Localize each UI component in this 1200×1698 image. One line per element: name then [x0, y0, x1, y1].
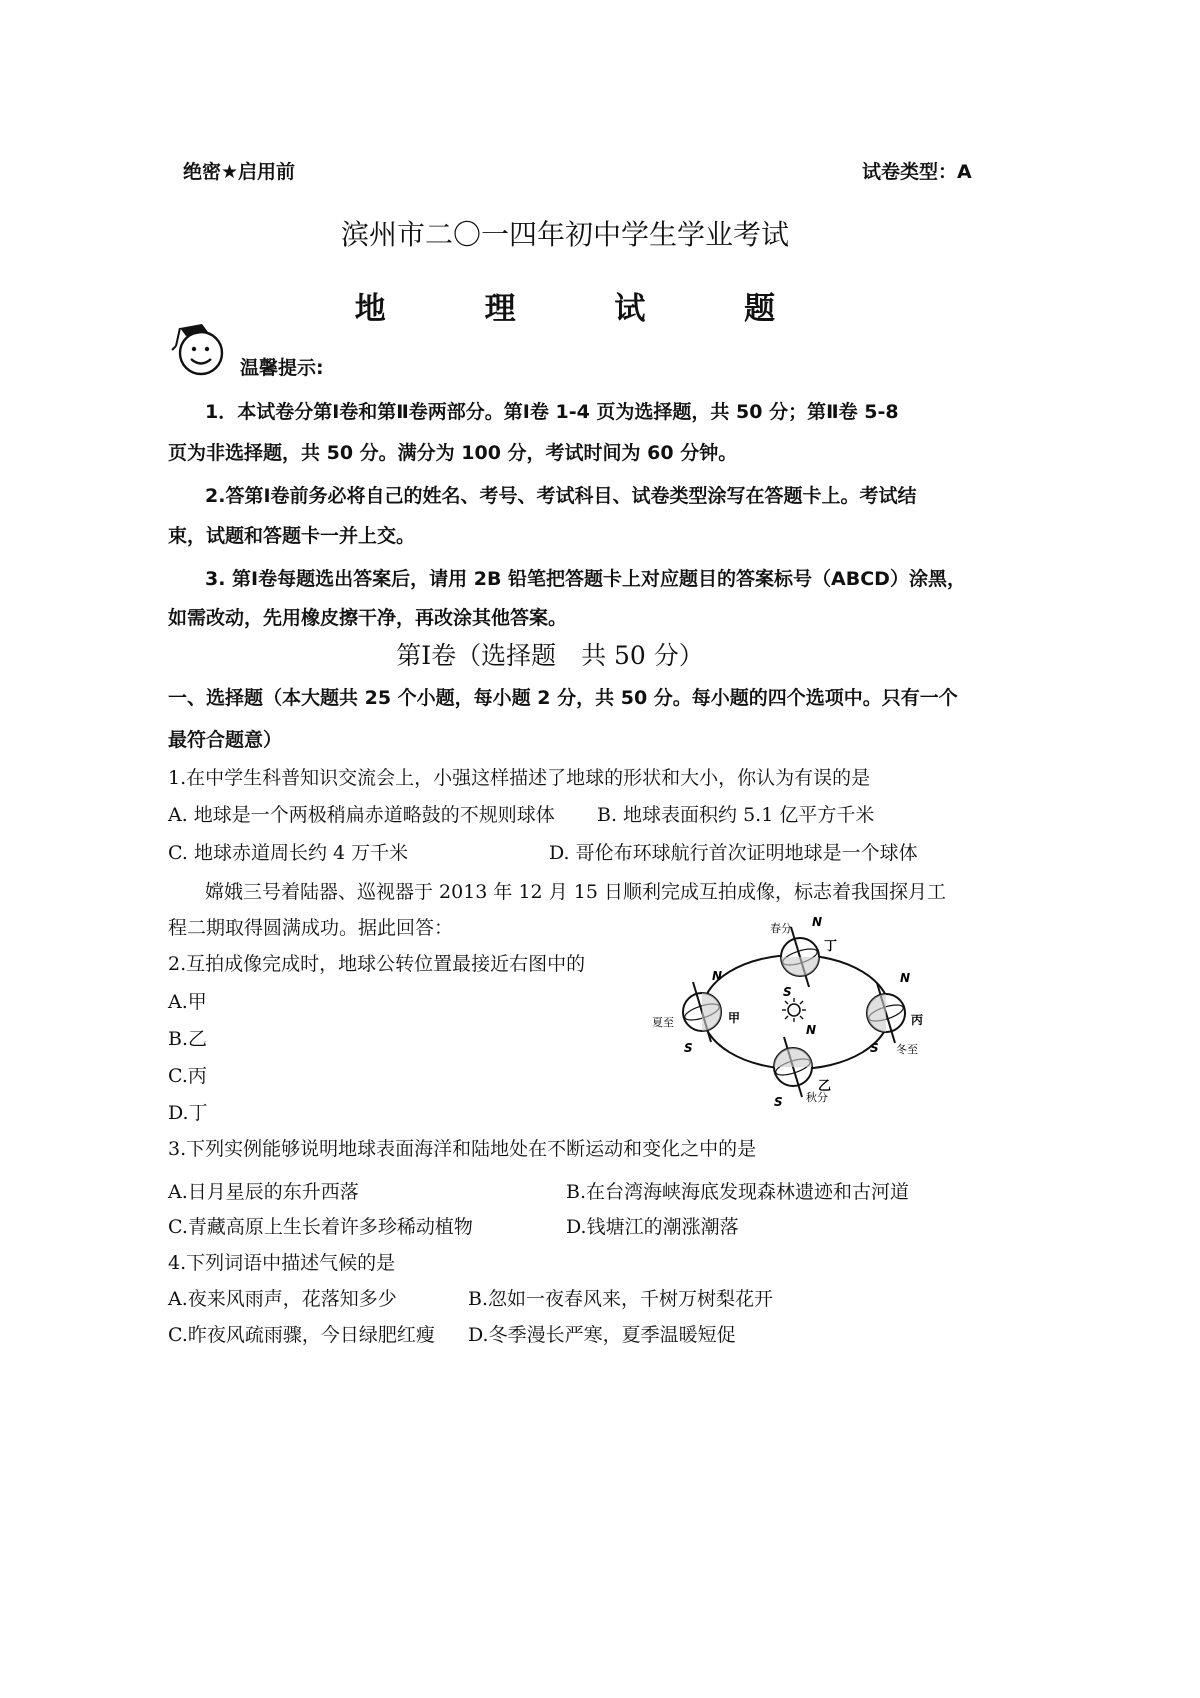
- q1-option-c: C. 地球赤道周长约 4 万千米: [168, 842, 409, 864]
- summer-south: S: [684, 1041, 693, 1055]
- globe-autumn: [774, 1037, 812, 1097]
- label-yi: 乙: [818, 1079, 832, 1094]
- passage-line-1: 嫦娥三号着陆器、巡视器于 2013 年 12 月 15 日顺利完成互拍成像，标志着我国探月工: [205, 881, 946, 903]
- tip-1-line-1: 1．本试卷分第Ⅰ卷和第Ⅱ卷两部分。第Ⅰ卷 1-4 页为选择题，共 50 分；第Ⅱ卷 5-8: [205, 401, 899, 423]
- q2-option-a: A.甲: [168, 991, 207, 1013]
- globe-winter: [867, 983, 905, 1043]
- label-spring: 春分: [770, 922, 792, 935]
- tip-2-line-2: 束，试题和答题卡一并上交。: [168, 525, 416, 547]
- earth-revolution-diagram: [648, 910, 938, 1110]
- spring-south: S: [783, 985, 792, 999]
- secret-label: 绝密★启用前: [183, 161, 296, 183]
- q1-stem: 1.在中学生科普知识交流会上，小强这样描述了地球的形状和大小，你认为有误的是: [168, 767, 871, 789]
- tip-1-line-2: 页为非选择题，共 50 分。满分为 100 分，考试时间为 60 分钟。: [168, 442, 738, 464]
- paper-type-label: 试卷类型：A: [862, 161, 972, 183]
- q3-stem: 3.下列实例能够说明地球表面海洋和陆地处在不断运动和变化之中的是: [168, 1138, 757, 1160]
- q2-option-c: C.丙: [168, 1065, 207, 1087]
- label-autumn: 秋分: [806, 1091, 828, 1104]
- q4-option-d: D.冬季漫长严寒，夏季温暖短促: [468, 1324, 736, 1346]
- q4-option-a: A.夜来风雨声，花落知多少: [168, 1288, 397, 1310]
- q2-option-b: B.乙: [168, 1028, 208, 1050]
- tips-heading: 温馨提示:: [240, 357, 324, 379]
- winter-north: N: [900, 971, 911, 985]
- part-one-line-2: 最符合题意）: [168, 729, 283, 751]
- q3-option-c: C.青藏高原上生长着许多珍稀动植物: [168, 1216, 473, 1238]
- autumn-north: N: [806, 1023, 817, 1037]
- label-ding: 丁: [824, 939, 838, 954]
- globe-summer: [683, 982, 721, 1042]
- q4-option-c: C.昨夜风疏雨骤，今日绿肥红瘦: [168, 1324, 435, 1346]
- spring-north: N: [812, 915, 823, 929]
- sun-icon: [782, 998, 806, 1022]
- q3-option-b: B.在台湾海峡海底发现森林遗迹和古河道: [566, 1181, 910, 1203]
- q4-option-b: B.忽如一夜春风来，千树万树梨花开: [468, 1288, 774, 1310]
- winter-south: S: [870, 1041, 879, 1055]
- part-one-line-1: 一、选择题（本大题共 25 个小题，每小题 2 分，共 50 分。每小题的四个选项中。只有一个: [168, 687, 958, 709]
- q2-option-d: D.丁: [168, 1102, 208, 1124]
- passage-line-2: 程二期取得圆满成功。据此回答：: [168, 917, 454, 939]
- q1-option-a: A. 地球是一个两极稍扁赤道略鼓的不规则球体: [168, 804, 555, 826]
- q2-stem: 2.互拍成像完成时，地球公转位置最接近右图中的: [168, 953, 586, 975]
- q1-option-d: D. 哥伦布环球航行首次证明地球是一个球体: [549, 842, 918, 864]
- exam-title: 滨州市二〇一四年初中学生学业考试: [340, 218, 789, 251]
- label-winter: 冬至: [896, 1043, 918, 1056]
- label-bing: 丙: [911, 1013, 924, 1027]
- tip-2-line-1: 2.答第Ⅰ卷前务必将自己的姓名、考号、考试科目、试卷类型涂写在答题卡上。考试结: [205, 485, 917, 507]
- globe-spring: [781, 927, 819, 987]
- section-title: 第Ⅰ卷（选择题 共 50 分）: [396, 641, 704, 670]
- q3-option-d: D.钱塘江的潮涨潮落: [566, 1216, 739, 1238]
- smiley-graduate-icon: [168, 320, 226, 380]
- q1-option-b: B. 地球表面积约 5.1 亿平方千米: [597, 804, 875, 826]
- subject-title: 地 理 试 题: [354, 291, 820, 327]
- summer-north: N: [712, 969, 723, 983]
- q4-stem: 4.下列词语中描述气候的是: [168, 1252, 396, 1274]
- label-jia: 甲: [728, 1011, 741, 1025]
- tip-3-line-1: 3. 第Ⅰ卷每题选出答案后，请用 2B 铅笔把答题卡上对应题目的答案标号（ABCD）涂黑，: [205, 568, 966, 590]
- autumn-south: S: [774, 1095, 783, 1109]
- q3-option-a: A.日月星辰的东升西落: [168, 1181, 359, 1203]
- label-summer: 夏至: [652, 1016, 674, 1029]
- tip-3-line-2: 如需改动，先用橡皮擦干净，再改涂其他答案。: [168, 607, 568, 629]
